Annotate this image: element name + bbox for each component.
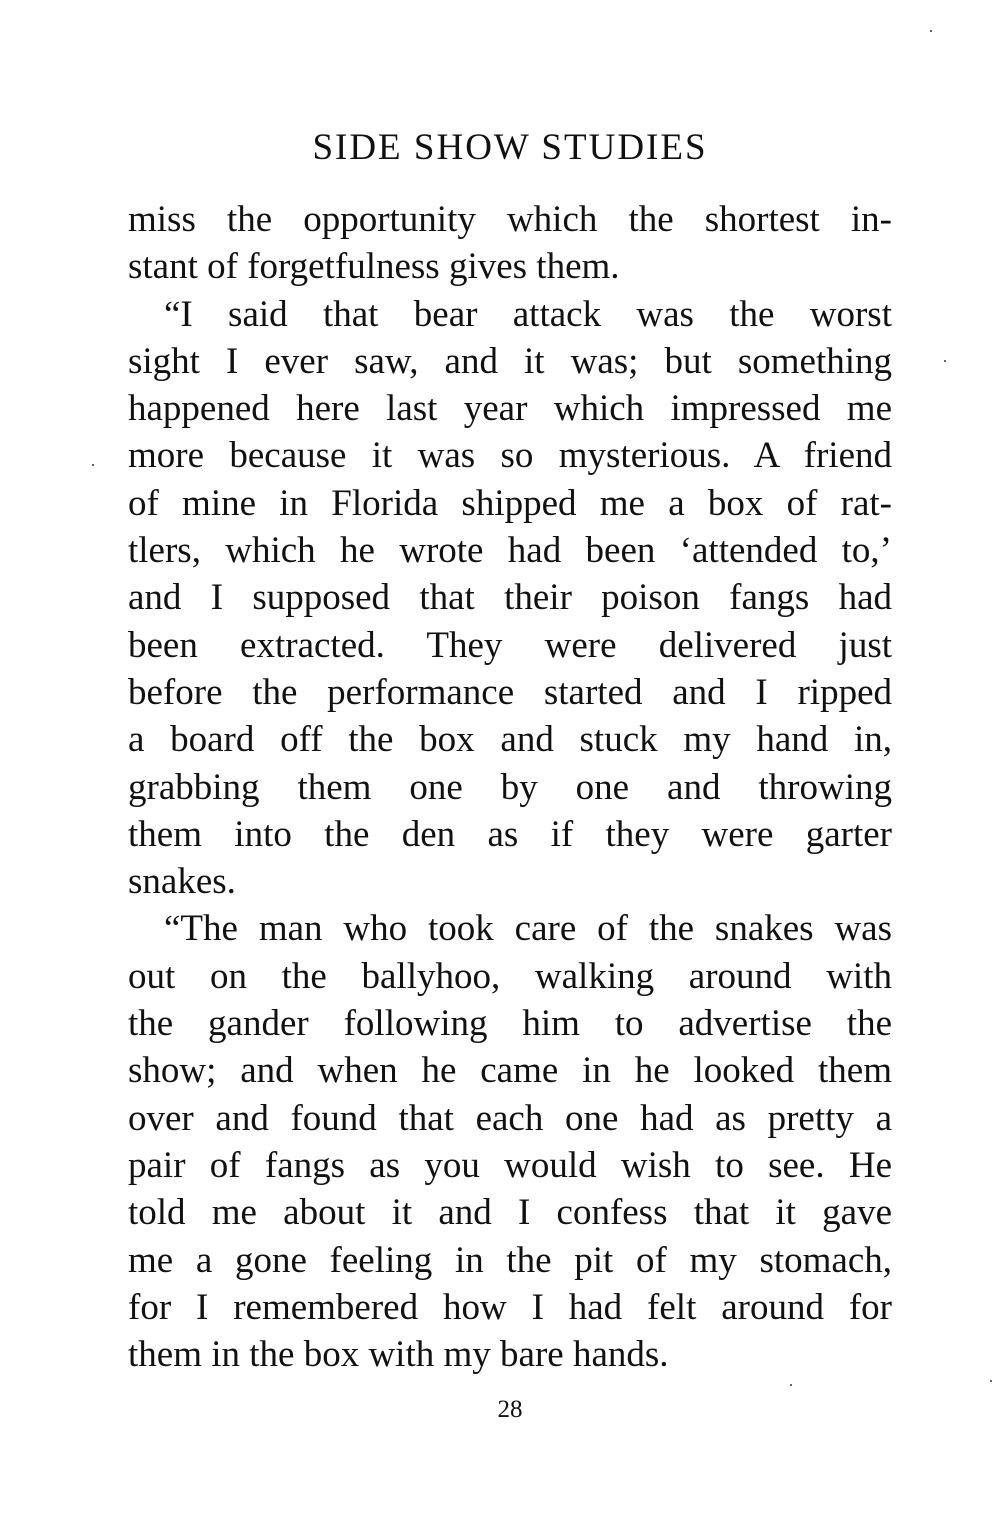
running-head: SIDE SHOW STUDIES	[312, 127, 708, 168]
text-line: a board off the box and stuck my hand in,	[128, 719, 892, 761]
text-line: of mine in Florida shipped me a box of rat-	[128, 482, 892, 524]
text-line: “The man who took care of the snakes was	[164, 908, 892, 950]
text-line: tlers, which he wrote had been ‘attended to,’	[128, 530, 892, 572]
text-line: pair of fangs as you would wish to see. He	[128, 1144, 892, 1186]
text-line: been extracted. They were delivered just	[128, 624, 892, 666]
text-line: the gander following him to advertise the	[128, 1003, 892, 1045]
text-line: show; and when he came in he looked them	[128, 1050, 892, 1092]
scan-speck	[92, 464, 94, 466]
body-text	[128, 196, 892, 1378]
text-line: sight I ever saw, and it was; but something	[128, 340, 892, 382]
text-line: me a gone feeling in the pit of my stomach,	[128, 1239, 892, 1281]
text-line: miss the opportunity which the shortest in-	[128, 199, 892, 240]
scan-speck	[930, 30, 932, 32]
scan-speck	[944, 360, 946, 362]
text-line: told me about it and I confess that it gave	[128, 1192, 892, 1234]
page-number: 28	[497, 1396, 523, 1423]
text-line: out on the ballyhoo, walking around with	[128, 955, 892, 997]
text-line: snakes.	[128, 861, 236, 903]
text-line: more because it was so mysterious. A friend	[128, 435, 892, 477]
text-line: stant of forgetfulness gives them.	[128, 246, 620, 288]
text-line: them into the den as if they were garter	[128, 813, 892, 855]
scan-speck	[790, 1384, 792, 1386]
text-line: them in the box with my bare hands.	[128, 1334, 669, 1376]
text-line: “I said that bear attack was the worst	[164, 293, 892, 335]
text-line: over and found that each one had as pretty a	[128, 1097, 892, 1139]
text-line: before the performance started and I ripped	[128, 671, 892, 713]
text-line: grabbing them one by one and throwing	[128, 766, 892, 808]
text-line: and I supposed that their poison fangs had	[128, 577, 892, 619]
text-line: for I remembered how I had felt around for	[128, 1286, 892, 1328]
scan-speck	[990, 1380, 992, 1382]
text-line: happened here last year which impressed me	[128, 388, 892, 430]
